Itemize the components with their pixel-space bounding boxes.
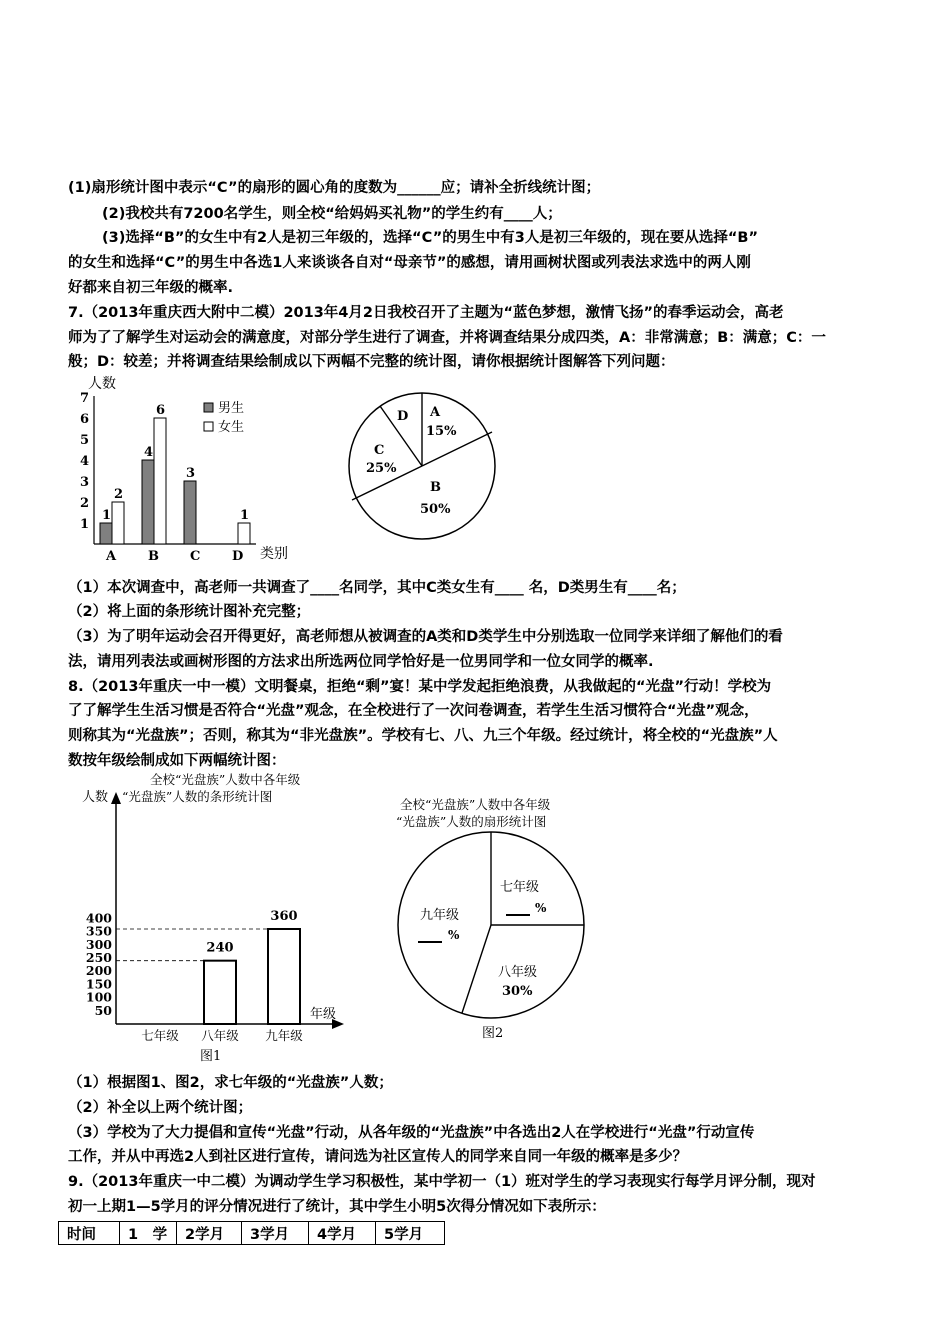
legend-label-girls: 女生 <box>218 420 245 435</box>
fig1-caption: 图1 <box>200 1049 222 1064</box>
table-cell-month3: 3学月 <box>242 1222 309 1245</box>
fig1-ytick-label: 200 <box>85 963 112 979</box>
q9-score-table <box>58 1221 445 1245</box>
pie8-label-grade8: 八年级 <box>498 965 538 980</box>
fig2-caption: 图2 <box>482 1026 504 1041</box>
q8-line3: 则称其为“光盘族”；否则，称其为“非光盘族”。学校有七、八、九三个年级。经过统计，将全校的“光盘族”人 <box>68 728 778 744</box>
q6-part3-line3: 好都来自初三年级的概率. <box>68 280 234 296</box>
pie7-pct-C: 25% <box>366 461 397 476</box>
q7-ytick-label: 6 <box>80 412 90 427</box>
q7-bar-boys-C <box>184 481 196 544</box>
pie8-pct-grade8: 30% <box>502 984 533 999</box>
fig1-xlabel: 年级 <box>310 1007 337 1022</box>
q6-part2: (2)我校共有7200名学生，则全校“给妈妈买礼物”的学生约有____人； <box>102 206 562 222</box>
q7-bar-chart <box>60 370 310 570</box>
pie7-label-C: C <box>374 443 385 458</box>
q7-ytick-label: 4 <box>80 454 90 469</box>
q7-xtick-label: C <box>190 549 201 564</box>
q8-line2: 了了解学生生活习惯是否符合“光盘”观念，在全校进行了一次问卷调查，若学生生活习惯符合“光盘”观念， <box>68 703 759 719</box>
pie7-label-D: D <box>397 409 409 424</box>
fig1-ytick-label: 50 <box>94 1002 112 1018</box>
fig1-title-line1: 全校“光盘族”人数中各年级 <box>150 772 301 787</box>
fig2-title-line1: 全校“光盘族”人数中各年级 <box>400 797 551 812</box>
pie8-pct-grade7: % <box>535 901 547 915</box>
q7-sub2: （2）将上面的条形统计图补充完整； <box>68 604 311 620</box>
q7-bar-ylabel: 人数 <box>88 376 116 392</box>
q7-bar-value-label: 3 <box>186 466 196 481</box>
q8-sub2: （2）补全以上两个统计图； <box>68 1100 253 1116</box>
q9-line2: 初一上期1—5学月的评分情况进行了统计，其中学生小明5次得分情况如下表所示： <box>68 1199 606 1215</box>
fig1-ytick-label: 400 <box>85 910 112 926</box>
q6-part3-line2: 的女生和选择“C”的男生中各选1人来谈谈各自对“母亲节”的感想，请用画树状图或列表法求选中的两人刚 <box>68 255 751 271</box>
table-cell-time: 时间 <box>59 1222 120 1245</box>
q7-sub3-line1: （3）为了明年运动会召开得更好，高老师想从被调查的A类和D类学生中分别选取一位同学来详细了解他们的看 <box>68 629 783 645</box>
q6-part3-line1: (3)选择“B”的女生中有2人是初三年级的，选择“C”的男生中有3人是初三年级的，现在要从选择“B” <box>102 230 758 246</box>
q8-line1: 8.（2013年重庆一中一模）文明餐桌，拒绝“剩”宴！某中学发起拒绝浪费，从我做起的“光盘”行动！学校为 <box>68 679 772 695</box>
table-cell-month2: 2学月 <box>177 1222 242 1245</box>
fig1-title-line2: “光盘族”人数的条形统计图 <box>122 789 273 804</box>
q8-pie-chart <box>380 795 620 1045</box>
q8-bar-chart <box>60 768 360 1068</box>
table-cell-month5: 5学月 <box>376 1222 445 1245</box>
fig1-ytick-label: 250 <box>85 950 112 966</box>
q7-bar-boys-A <box>100 523 112 544</box>
q7-line2: 师为了了解学生对运动会的满意度，对部分学生进行了调查，并将调查结果分成四类，A：非常满意；B：满意；C：一 <box>68 330 826 346</box>
q7-bar-girls-B <box>154 418 166 544</box>
fig1-xtick-label: 八年级 <box>201 1028 239 1043</box>
fig1-xtick-label: 九年级 <box>265 1028 303 1043</box>
fig2-title-line2: “光盘族”人数的扇形统计图 <box>396 814 547 829</box>
q7-bar-value-label: 1 <box>102 508 112 523</box>
pie8-label-grade9: 九年级 <box>420 908 460 923</box>
q7-bar-legend <box>204 400 244 435</box>
q7-bar-girls-D <box>238 523 250 544</box>
pie7-pct-A: 15% <box>426 424 457 439</box>
q8-sub3-line1: （3）学校为了大力提倡和宣传“光盘”行动，从各年级的“光盘族”中各选出2人在学校进行“光盘”行动宣传 <box>68 1125 755 1141</box>
fig1-bar-9 <box>268 929 300 1024</box>
q7-bar-xlabel: 类别 <box>260 546 288 562</box>
q8-sub3-line2: 工作，并从中再选2人到社区进行宣传，请问选为社区宣传人的同学来自同一年级的概率是多少？ <box>68 1149 688 1165</box>
fig1-ylabel: 人数 <box>82 790 109 805</box>
fig1-ytick-label: 350 <box>85 923 112 939</box>
pie8-pct-grade9: % <box>448 928 460 942</box>
q7-bar-value-label: 4 <box>144 445 154 460</box>
fig1-y-arrow <box>111 792 121 804</box>
q7-ytick-label: 3 <box>80 475 90 490</box>
pie7-label-A: A <box>430 405 441 420</box>
fig1-ytick-label: 100 <box>85 989 112 1005</box>
q7-line3: 般；D：较差；并将调查结果绘制成以下两幅不完整的统计图，请你根据统计图解答下列问题： <box>68 354 675 370</box>
q7-sub1: （1）本次调查中，高老师一共调查了____名同学，其中C类女生有____ 名，D类男生有____名； <box>68 580 686 596</box>
q7-bar-girls-A <box>112 502 124 544</box>
q8-line4: 数按年级绘制成如下两幅统计图： <box>68 753 286 769</box>
q7-xtick-label: B <box>148 549 159 564</box>
q7-line1: 7.（2013年重庆西大附中二模）2013年4月2日我校召开了主题为“蓝色梦想，激情飞扬”的春季运动会，高老 <box>68 305 784 321</box>
q7-bar-boys-B <box>142 460 154 544</box>
q7-ytick-label: 1 <box>80 517 90 532</box>
fig1-ytick-label: 300 <box>85 936 112 952</box>
pie7-pct-B: 50% <box>420 502 451 517</box>
pie7-label-B: B <box>430 480 441 495</box>
fig1-bar-value-label: 360 <box>270 908 298 924</box>
q7-bar-value-label: 6 <box>156 403 166 418</box>
legend-swatch-boys <box>204 403 213 412</box>
q7-ytick-label: 2 <box>80 496 90 511</box>
q9-line1: 9.（2013年重庆一中二模）为调动学生学习积极性，某中学初一（1）班对学生的学习表现实行每学月评分制，现对 <box>68 1174 816 1190</box>
q7-xtick-label: D <box>232 549 244 564</box>
q8-sub1: （1）根据图1、图2，求七年级的“光盘族”人数； <box>68 1075 393 1091</box>
q7-ytick-label: 5 <box>80 433 90 448</box>
q7-pie-chart <box>340 392 510 562</box>
q7-sub3-line2: 法，请用列表法或画树形图的方法求出所选两位同学恰好是一位男同学和一位女同学的概率. <box>68 654 654 670</box>
q6-part1: (1)扇形统计图中表示“C”的扇形的圆心角的度数为______应；请补全折线统计图； <box>68 180 601 196</box>
fig1-bar-8 <box>204 961 236 1024</box>
fig1-xtick-label: 七年级 <box>141 1028 179 1043</box>
fig1-bar-value-label: 240 <box>206 940 234 956</box>
table-cell-month1: 1 学 <box>120 1222 177 1245</box>
q7-bar-value-label: 2 <box>114 487 124 502</box>
fig1-ytick-label: 150 <box>85 976 112 992</box>
q7-xtick-label: A <box>106 549 117 564</box>
legend-label-boys: 男生 <box>218 401 245 416</box>
q7-ytick-label: 7 <box>80 391 90 406</box>
pie8-label-grade7: 七年级 <box>500 880 540 895</box>
q7-bar-value-label: 1 <box>240 508 250 523</box>
table-cell-month4: 4学月 <box>309 1222 376 1245</box>
legend-swatch-girls <box>204 422 213 431</box>
table-row <box>59 1222 445 1245</box>
